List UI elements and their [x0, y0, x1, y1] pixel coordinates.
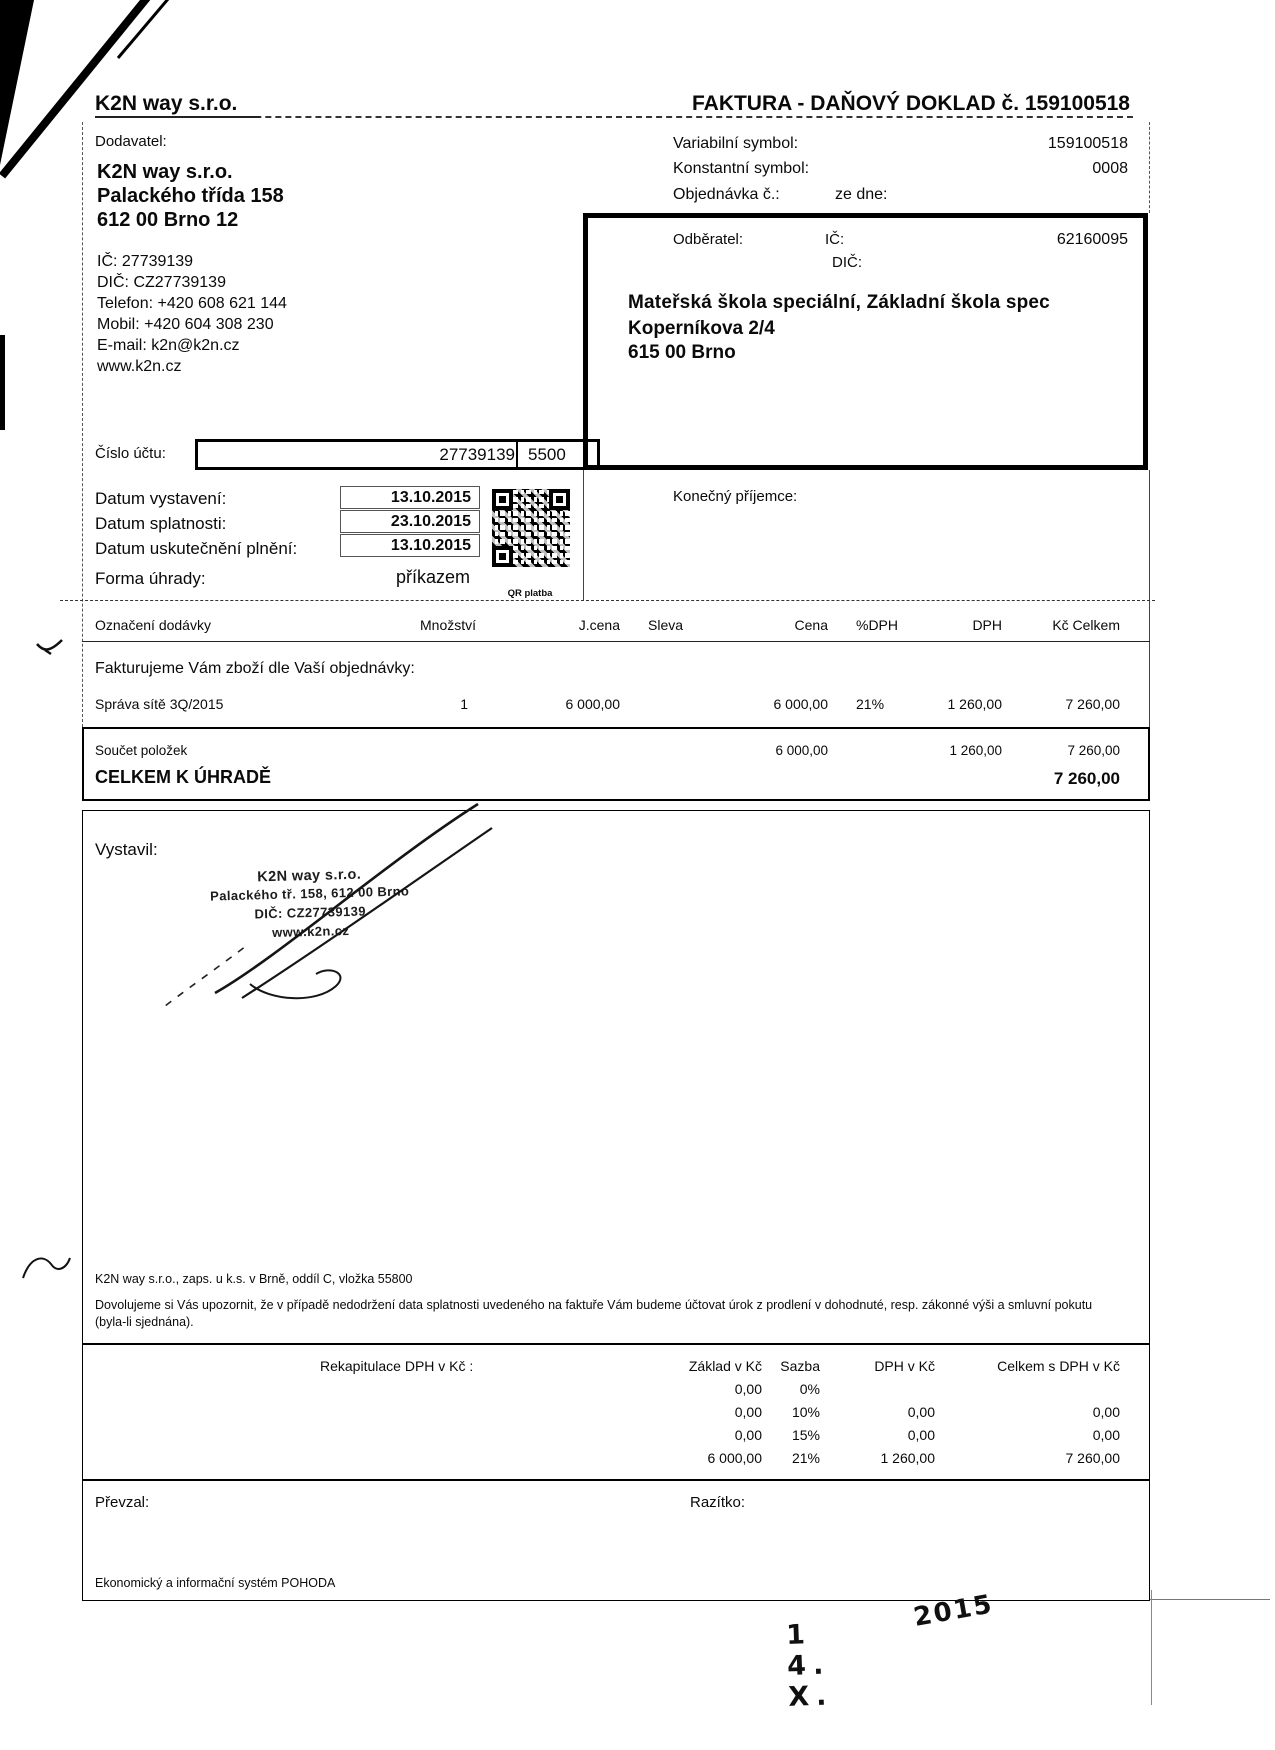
subtotal-label: Součet položek	[95, 743, 188, 758]
col-price: Cena	[794, 617, 828, 633]
vat-row-rate: 15%	[791, 1427, 820, 1443]
payment-method-value: příkazem	[395, 567, 470, 587]
item-total: 7 260,00	[1065, 696, 1120, 712]
grand-total-label: CELKEM K ÚHRADĚ	[95, 767, 272, 787]
due-date-label: Datum splatnosti:	[95, 514, 227, 533]
frame-left	[82, 122, 83, 727]
supplier-header-title: K2N way s.r.o.	[95, 92, 238, 115]
received-label: Převzal:	[95, 1494, 150, 1511]
item-unit-price: 6 000,00	[565, 696, 620, 712]
variable-symbol-label: Variabilní symbol:	[673, 135, 799, 152]
item-row	[95, 696, 1120, 712]
col-designation: Označení dodávky	[95, 617, 211, 633]
constant-symbol-label: Konstantní symbol:	[673, 160, 810, 177]
pen-curl-artifact	[20, 1248, 76, 1296]
variable-symbol-value: 159100518	[1047, 135, 1128, 152]
stamp-line4: www.k2n.cz	[271, 922, 350, 940]
subtotal-total: 7 260,00	[1067, 743, 1120, 758]
frame-right-top	[1149, 122, 1150, 213]
vat-row-total: 7 260,00	[1065, 1450, 1120, 1466]
item-price: 6 000,00	[773, 696, 828, 712]
supplier-ic: IČ: 27739139	[97, 253, 194, 270]
taxable-date-label: Datum uskutečnění plnění:	[95, 539, 298, 558]
col-vat-rate: %DPH	[856, 617, 899, 633]
items-table-header	[95, 617, 1120, 633]
item-vat-rate: 21%	[856, 696, 885, 712]
col-total: Kč Celkem	[1052, 617, 1120, 633]
col-vat: DPH	[972, 617, 1002, 633]
vat-row-rate: 10%	[791, 1404, 820, 1420]
issue-date-value: 13.10.2015	[390, 489, 471, 506]
supplier-dic: DIČ: CZ27739139	[97, 274, 226, 291]
customer-dic-label: DIČ:	[832, 254, 862, 271]
account-box	[195, 439, 600, 470]
item-vat: 1 260,00	[947, 696, 1002, 712]
qr-finder-tr	[549, 489, 570, 510]
taxable-date-value: 13.10.2015	[390, 537, 471, 554]
item-discount	[620, 696, 682, 712]
vat-row-rate: 0%	[799, 1381, 820, 1397]
rule-below-table-header	[82, 641, 1150, 642]
registry-note: K2N way s.r.o., zaps. u k.s. v Brně, oddíl C, vložka 55800	[95, 1272, 413, 1286]
warning-note: Dovolujeme si Vás upozornit, že v případě nedodržení data splatnosti uvedeného na faktuře Vám budeme účtovat úrok z prodlení v dohodnuté, resp. zákonné výši a smluvní pokutu (byla-li sjednána).	[95, 1298, 1093, 1329]
customer-ic-value: 62160095	[1056, 231, 1128, 248]
payment-method-label: Forma úhrady:	[95, 569, 206, 588]
order-date-label: ze dne:	[835, 186, 888, 203]
divider-dates-recipient	[583, 470, 584, 601]
col-unit-price: J.cena	[578, 617, 620, 633]
supplier-web: www.k2n.cz	[97, 358, 182, 375]
grand-total-value: 7 260,00	[1053, 769, 1120, 788]
customer-section-label: Odběratel:	[673, 231, 744, 248]
qr-code	[490, 487, 572, 569]
col-quantity: Množství	[420, 617, 477, 633]
received-date-year: 2015	[911, 1589, 996, 1633]
vat-row-total: 0,00	[1092, 1427, 1120, 1443]
issued-by-label: Vystavil:	[95, 840, 158, 859]
supplier-section-label: Dodavatel:	[95, 133, 167, 150]
vat-row-base: 6 000,00	[707, 1450, 762, 1466]
qr-caption: QR platba	[507, 588, 553, 599]
bank-code: 5500	[528, 445, 566, 464]
vat-row-base: 0,00	[734, 1427, 762, 1443]
customer-ic-label: IČ:	[825, 231, 845, 248]
stamp-line2: Palackého tř. 158, 612 00 Brno	[209, 883, 410, 904]
vat-row-base: 0,00	[734, 1404, 762, 1420]
item-name: Správa sítě 3Q/2015	[95, 696, 224, 712]
stamp-line3: DIČ: CZ27739139	[254, 903, 367, 922]
customer-street: Koperníkova 2/4	[628, 318, 775, 339]
scan-edge-artifact	[0, 335, 5, 430]
customer-city: 615 00 Brno	[628, 342, 736, 363]
due-date-value: 23.10.2015	[390, 513, 471, 530]
item-qty: 1	[460, 696, 468, 712]
rule-above-table	[60, 600, 1155, 601]
stamp-area-label: Razítko:	[690, 1494, 746, 1511]
final-recipient-label: Konečný příjemce:	[673, 488, 798, 505]
vat-col-rate: Sazba	[780, 1358, 820, 1374]
invoice-intro: Fakturujeme Vám zboží dle Vaší objednávky:	[95, 660, 415, 677]
supplier-mobile: Mobil: +420 604 308 230	[97, 316, 274, 333]
subtotal-row	[95, 743, 1120, 758]
vat-col-vat: DPH v Kč	[874, 1358, 935, 1374]
account-divider	[516, 442, 518, 467]
vat-recap-title: Rekapitulace DPH v Kč :	[320, 1358, 474, 1374]
customer-name: Mateřská škola speciální, Základní škola spec	[628, 292, 1050, 313]
account-label: Číslo účtu:	[95, 445, 166, 462]
scan-line-artifact	[1150, 1599, 1270, 1600]
issue-date-box	[340, 486, 480, 509]
supplier-name: K2N way s.r.o.	[97, 161, 233, 183]
scan-vline-artifact	[1151, 1590, 1152, 1705]
supplier-city: 612 00 Brno 12	[97, 209, 239, 231]
received-date-day: 1 4. X.	[785, 1619, 834, 1713]
frame-right-mid	[1149, 470, 1150, 728]
col-discount: Sleva	[648, 617, 684, 633]
taxable-date-box	[340, 534, 480, 557]
vat-row-total: 0,00	[1092, 1404, 1120, 1420]
subtotal-price: 6 000,00	[775, 743, 828, 758]
vat-row-base: 0,00	[734, 1381, 762, 1397]
stamp-line1: K2N way s.r.o.	[257, 866, 362, 886]
qr-finder-bl	[492, 546, 513, 567]
issue-date-label: Datum vystavení:	[95, 489, 227, 508]
supplier-phone: Telefon: +420 608 621 144	[97, 295, 287, 312]
due-date-box	[340, 510, 480, 533]
supplier-street: Palackého třída 158	[97, 185, 284, 207]
vat-col-total: Celkem s DPH v Kč	[997, 1358, 1120, 1374]
vat-row-rate: 21%	[791, 1450, 820, 1466]
supplier-email: E-mail: k2n@k2n.cz	[97, 337, 240, 354]
header-underline-solid	[95, 116, 260, 118]
signature	[120, 788, 500, 1008]
system-note: Ekonomický a informační systém POHODA	[95, 1576, 336, 1590]
account-number: 27739139	[439, 445, 515, 464]
qr-finder-tl	[492, 489, 513, 510]
order-number-label: Objednávka č.:	[673, 186, 780, 203]
constant-symbol-value: 0008	[1092, 160, 1128, 177]
invoice-title: FAKTURA - DAŇOVÝ DOKLAD č. 159100518	[691, 92, 1130, 115]
vat-row-vat: 0,00	[907, 1404, 935, 1420]
vat-row-vat: 0,00	[907, 1427, 935, 1443]
pen-checkmark-artifact	[35, 636, 69, 660]
vat-col-base: Základ v Kč	[688, 1358, 762, 1374]
vat-row-vat: 1 260,00	[880, 1450, 935, 1466]
subtotal-vat: 1 260,00	[949, 743, 1002, 758]
